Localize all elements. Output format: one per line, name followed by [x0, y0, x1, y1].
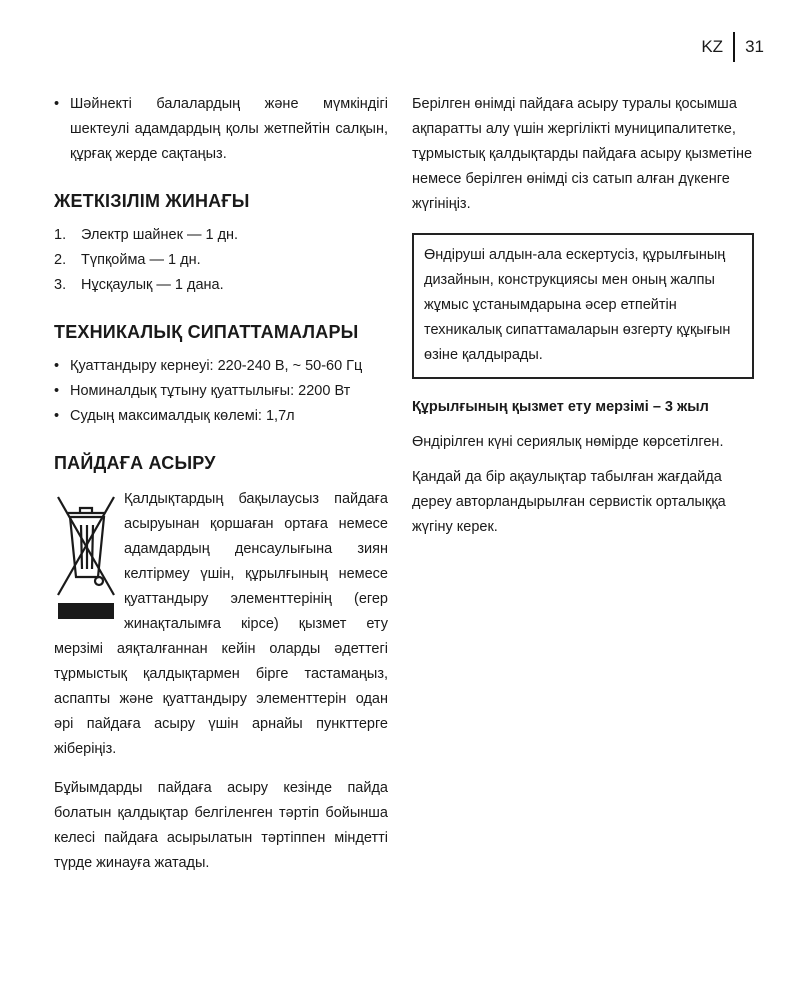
item-number: 2. — [54, 252, 67, 268]
item-number: 1. — [54, 227, 67, 243]
package-list — [54, 223, 388, 298]
defects-note: Қандай да бір ақаулықтар табылған жағдайда дереу авторландырылған сервистік орталыққа жүгіну керек. — [412, 469, 726, 535]
page-number: 31 — [745, 37, 764, 56]
disposal-section — [54, 487, 388, 762]
language-code: KZ — [701, 37, 724, 56]
left-column — [54, 92, 388, 876]
page-header — [701, 32, 764, 62]
right-column — [412, 92, 754, 540]
manufacture-date-note: Өндірілген күні сериялық нөмірде көрсетілген. — [412, 434, 724, 450]
header-divider — [733, 32, 735, 62]
crossed-out-wheelie-bin-icon — [54, 491, 118, 625]
specs-list — [54, 354, 388, 429]
disposal-info-paragraph: Берілген өнімді пайдаға асыру туралы қосымша ақпаратты алу үшін жергілікті муниципалитетке, тұрмыстық қалдықтарды пайдаға асыру қызметіне немесе берілген өнімді сіз сатып алған дүкенге жүгініңіз. — [412, 96, 753, 212]
item-text: Нұсқаулық — 1 дана. — [81, 277, 224, 293]
list-item — [54, 273, 388, 298]
list-item — [54, 223, 388, 248]
manufacturer-notice-box — [412, 233, 754, 379]
list-item: • Шәйнекті балалардың және мүмкіндігі шектеулі адамдардың қолы жетпейтін салқын, құрғақ жерде сақтаңыз. — [54, 92, 388, 167]
intro-bullet-list — [54, 92, 388, 167]
item-text: Электр шайнек — 1 дн. — [81, 227, 239, 243]
specs-title: ТЕХНИКАЛЫҚ СИПАТТАМАЛАРЫ — [54, 322, 359, 342]
disposal-paragraph-2: Бұйымдарды пайдаға асыру кезінде пайда болатын қалдықтар белгіленген тәртіп бойынша келесі пайдаға асырылатын тәртіппен міндетті түрде жинауға жатады. — [54, 780, 388, 871]
item-number: 3. — [54, 277, 67, 293]
disposal-title: ПАЙДАҒА АСЫРУ — [54, 453, 216, 473]
list-item: • Номиналдық тұтыну қуаттылығы: 2200 Вт — [54, 379, 388, 404]
list-item — [54, 248, 388, 273]
package-title: ЖЕТКІЗІЛІМ ЖИНАҒЫ — [54, 191, 250, 211]
service-life: Құрылғының қызмет ету мерзімі – 3 жыл — [412, 399, 709, 415]
item-text: Түпқойма — 1 дн. — [81, 252, 201, 268]
notice-text: Өндіруші алдын-ала ескертусіз, құрылғының дизайнын, конструкциясы мен оның жалпы жұмыс ұстанымдарына әсер етпейтін техникалық сипаттамаларын өзгерту құқығын өзіне қалдырады. — [424, 247, 731, 363]
disposal-paragraph: Қалдықтардың бақылаусыз пайдаға асыруынан қоршаған ортаға немесе адамдардың денсаулығына зиян келтірмеу үшін, құрылғының немесе қуаттандыру элементтерінің (егер жинақталымға кірсе) қызмет ету мерзімі аяқталғаннан кейін оларды әдеттегі тұрмыстық қалдықтармен бірге тастамаңыз, аспапты және қуаттандыру элементтерін одан әрі пайдаға асыру үшін арнайы пункттерге жіберіңіз. — [54, 491, 388, 757]
list-item: • Қуаттандыру кернеуі: 220-240 В, ~ 50-60 Гц — [54, 354, 388, 379]
list-item: • Судың максималдық көлемі: 1,7л — [54, 404, 388, 429]
